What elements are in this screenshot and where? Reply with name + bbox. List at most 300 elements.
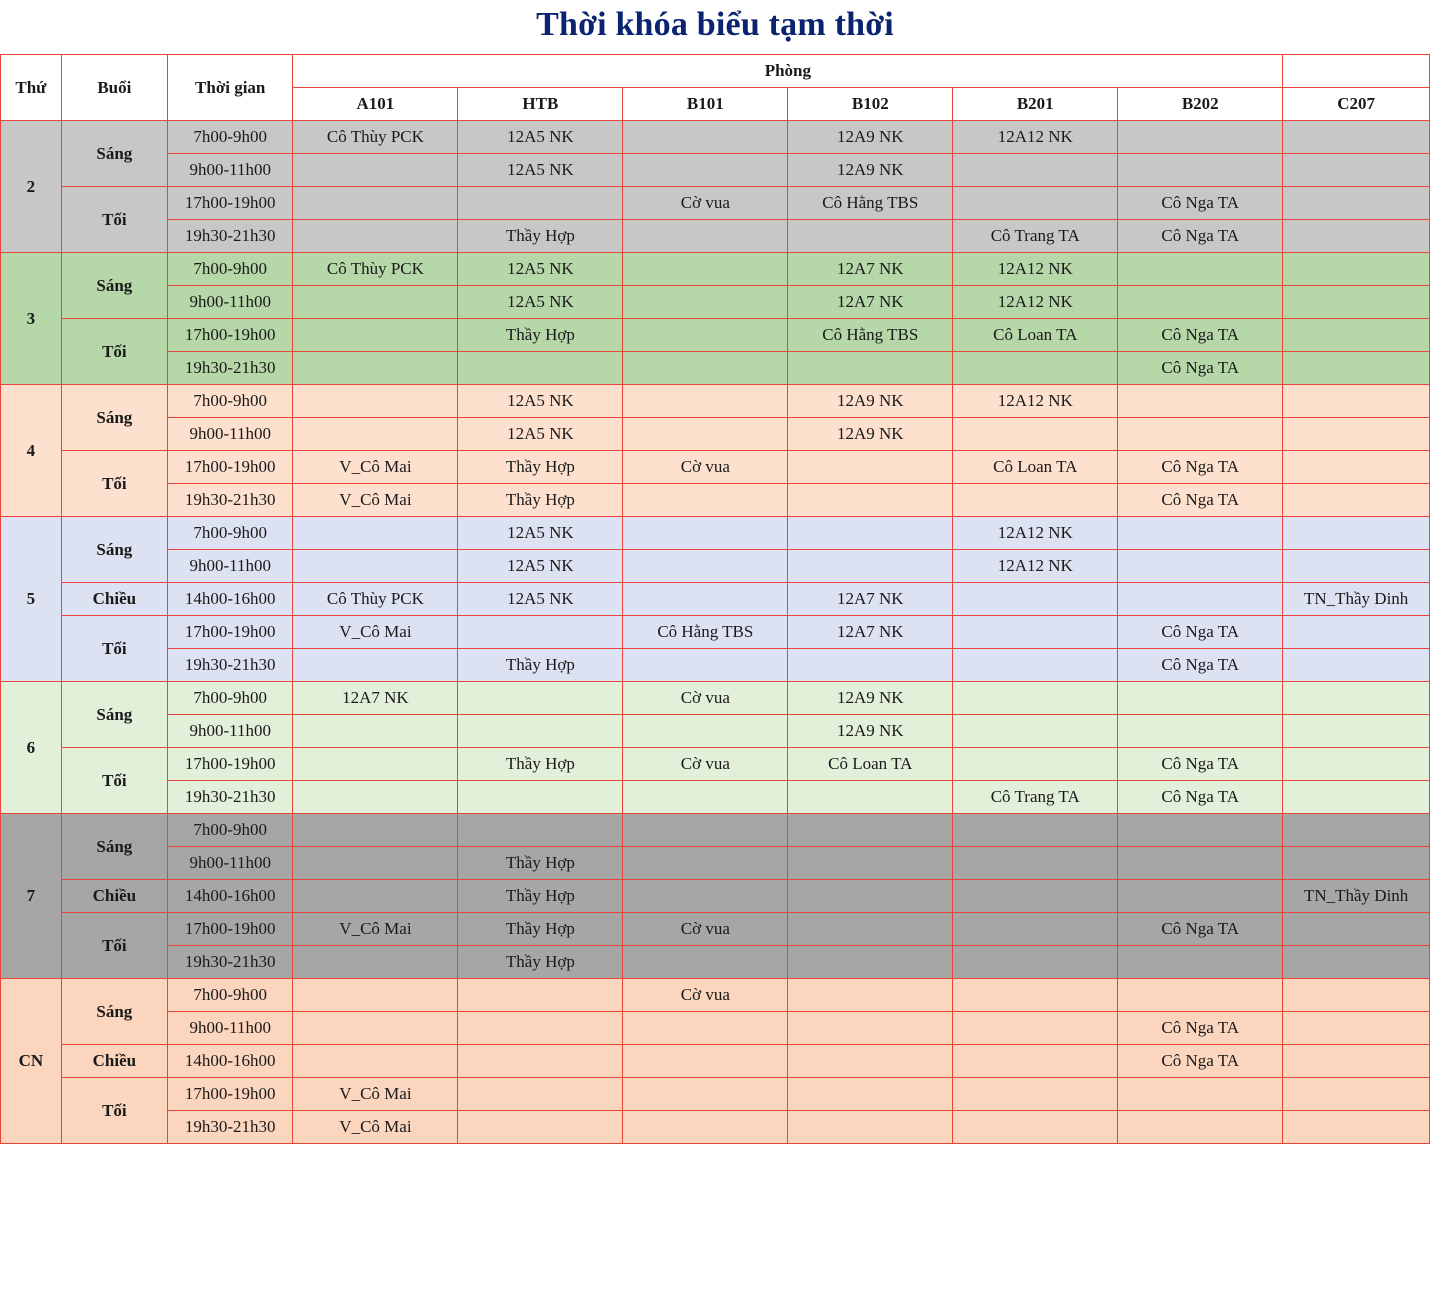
table-row: [1, 748, 1430, 781]
schedule-cell: [1118, 418, 1283, 451]
time-cell: 17h00-19h00: [167, 187, 292, 220]
header-row-top: [1, 55, 1430, 88]
time-cell: 17h00-19h00: [167, 748, 292, 781]
schedule-cell: [623, 484, 788, 517]
header-phong: Phòng: [293, 55, 1283, 88]
schedule-cell: 12A9 NK: [788, 715, 953, 748]
schedule-cell: [1283, 121, 1430, 154]
table-row: [1, 550, 1430, 583]
table-row: [1, 880, 1430, 913]
schedule-cell: [623, 880, 788, 913]
table-row: [1, 616, 1430, 649]
schedule-cell: [623, 286, 788, 319]
day-label: 7: [1, 814, 62, 979]
schedule-cell: [1118, 1078, 1283, 1111]
session-label: Chiều: [61, 583, 167, 616]
time-cell: 19h30-21h30: [167, 352, 292, 385]
time-cell: 19h30-21h30: [167, 946, 292, 979]
schedule-cell: Thầy Hợp: [458, 220, 623, 253]
schedule-cell: 12A9 NK: [788, 682, 953, 715]
schedule-cell: 12A12 NK: [953, 550, 1118, 583]
header-room-b101: B101: [623, 88, 788, 121]
schedule-cell: [623, 154, 788, 187]
schedule-cell: [623, 649, 788, 682]
time-cell: 19h30-21h30: [167, 649, 292, 682]
time-cell: 7h00-9h00: [167, 517, 292, 550]
schedule-cell: [788, 352, 953, 385]
schedule-cell: [1118, 814, 1283, 847]
schedule-cell: [1283, 286, 1430, 319]
schedule-cell: Cô Thùy PCK: [293, 253, 458, 286]
schedule-cell: [1283, 253, 1430, 286]
table-row: [1, 1078, 1430, 1111]
schedule-cell: [1283, 451, 1430, 484]
time-cell: 9h00-11h00: [167, 715, 292, 748]
schedule-cell: [1118, 946, 1283, 979]
schedule-cell: [293, 814, 458, 847]
schedule-cell: [1283, 847, 1430, 880]
schedule-cell: [1283, 682, 1430, 715]
header-room-a101: A101: [293, 88, 458, 121]
schedule-cell: [1283, 187, 1430, 220]
day-label: CN: [1, 979, 62, 1144]
timetable: [0, 54, 1430, 1144]
schedule-cell: 12A7 NK: [788, 286, 953, 319]
schedule-cell: [293, 715, 458, 748]
time-cell: 17h00-19h00: [167, 451, 292, 484]
schedule-cell: [458, 616, 623, 649]
schedule-cell: [953, 913, 1118, 946]
schedule-cell: [953, 1012, 1118, 1045]
schedule-cell: 12A7 NK: [293, 682, 458, 715]
time-cell: 7h00-9h00: [167, 682, 292, 715]
schedule-cell: [458, 1078, 623, 1111]
schedule-cell: [788, 550, 953, 583]
session-label: Sáng: [61, 979, 167, 1045]
schedule-cell: [623, 583, 788, 616]
schedule-cell: [788, 880, 953, 913]
time-cell: 17h00-19h00: [167, 1078, 292, 1111]
session-label: Tối: [61, 319, 167, 385]
time-cell: 19h30-21h30: [167, 220, 292, 253]
schedule-cell: Cô Nga TA: [1118, 220, 1283, 253]
schedule-cell: [458, 715, 623, 748]
schedule-cell: [1283, 715, 1430, 748]
schedule-cell: [1118, 1111, 1283, 1144]
time-cell: 17h00-19h00: [167, 616, 292, 649]
schedule-cell: 12A7 NK: [788, 253, 953, 286]
schedule-cell: Cờ vua: [623, 748, 788, 781]
schedule-cell: [458, 979, 623, 1012]
schedule-cell: Thầy Hợp: [458, 946, 623, 979]
schedule-cell: Thầy Hợp: [458, 451, 623, 484]
schedule-cell: [1118, 550, 1283, 583]
schedule-cell: [623, 352, 788, 385]
schedule-cell: [953, 616, 1118, 649]
table-row: [1, 946, 1430, 979]
schedule-cell: [1118, 715, 1283, 748]
schedule-cell: Thầy Hợp: [458, 748, 623, 781]
table-row: [1, 154, 1430, 187]
schedule-cell: [953, 814, 1118, 847]
schedule-cell: Cô Thùy PCK: [293, 583, 458, 616]
schedule-cell: [788, 517, 953, 550]
schedule-cell: [1118, 583, 1283, 616]
schedule-cell: Thầy Hợp: [458, 649, 623, 682]
schedule-cell: [953, 979, 1118, 1012]
schedule-cell: [1118, 517, 1283, 550]
schedule-cell: [953, 1111, 1118, 1144]
schedule-cell: 12A5 NK: [458, 286, 623, 319]
table-row: [1, 484, 1430, 517]
schedule-cell: [1283, 616, 1430, 649]
header-empty-corner: [1283, 55, 1430, 88]
table-row: [1, 253, 1430, 286]
schedule-cell: [953, 1045, 1118, 1078]
schedule-cell: [1283, 913, 1430, 946]
session-label: Chiều: [61, 880, 167, 913]
table-row: [1, 814, 1430, 847]
schedule-cell: Cô Hằng TBS: [623, 616, 788, 649]
schedule-cell: [1118, 847, 1283, 880]
session-label: Chiều: [61, 1045, 167, 1078]
table-row: [1, 1012, 1430, 1045]
table-row: [1, 913, 1430, 946]
session-label: Sáng: [61, 517, 167, 583]
schedule-cell: Cô Loan TA: [953, 451, 1118, 484]
schedule-cell: [1283, 1111, 1430, 1144]
schedule-cell: [293, 979, 458, 1012]
time-cell: 17h00-19h00: [167, 913, 292, 946]
schedule-cell: [788, 451, 953, 484]
time-cell: 17h00-19h00: [167, 319, 292, 352]
schedule-cell: 12A9 NK: [788, 121, 953, 154]
time-cell: 19h30-21h30: [167, 484, 292, 517]
schedule-cell: 12A5 NK: [458, 418, 623, 451]
schedule-cell: 12A12 NK: [953, 286, 1118, 319]
schedule-cell: [293, 418, 458, 451]
schedule-cell: [623, 385, 788, 418]
schedule-cell: Cô Nga TA: [1118, 649, 1283, 682]
session-label: Tối: [61, 913, 167, 979]
schedule-cell: [458, 1111, 623, 1144]
schedule-cell: [953, 847, 1118, 880]
schedule-cell: [623, 814, 788, 847]
session-label: Tối: [61, 748, 167, 814]
schedule-cell: [293, 1012, 458, 1045]
session-label: Tối: [61, 187, 167, 253]
schedule-cell: [1283, 814, 1430, 847]
schedule-cell: [1118, 253, 1283, 286]
schedule-cell: [623, 781, 788, 814]
schedule-cell: [788, 649, 953, 682]
page-title: Thời khóa biểu tạm thời: [536, 6, 894, 43]
table-row: [1, 121, 1430, 154]
schedule-cell: 12A5 NK: [458, 583, 623, 616]
schedule-cell: [293, 781, 458, 814]
table-row: [1, 187, 1430, 220]
table-row: [1, 649, 1430, 682]
header-thoi-gian: Thời gian: [167, 55, 292, 121]
schedule-cell: TN_Thầy Dinh: [1283, 880, 1430, 913]
day-label: 6: [1, 682, 62, 814]
schedule-cell: Cờ vua: [623, 187, 788, 220]
schedule-cell: Cô Thùy PCK: [293, 121, 458, 154]
schedule-cell: [458, 1045, 623, 1078]
schedule-cell: 12A12 NK: [953, 121, 1118, 154]
schedule-cell: [1283, 1012, 1430, 1045]
schedule-cell: [293, 154, 458, 187]
day-label: 3: [1, 253, 62, 385]
schedule-cell: [458, 1012, 623, 1045]
table-row: [1, 319, 1430, 352]
schedule-cell: [1118, 979, 1283, 1012]
time-cell: 14h00-16h00: [167, 583, 292, 616]
schedule-cell: [293, 748, 458, 781]
time-cell: 14h00-16h00: [167, 880, 292, 913]
schedule-cell: 12A12 NK: [953, 517, 1118, 550]
schedule-cell: Cô Nga TA: [1118, 352, 1283, 385]
schedule-cell: Thầy Hợp: [458, 913, 623, 946]
schedule-cell: [788, 1045, 953, 1078]
table-row: [1, 583, 1430, 616]
schedule-cell: Cờ vua: [623, 682, 788, 715]
time-cell: 9h00-11h00: [167, 286, 292, 319]
header-buoi: Buổi: [61, 55, 167, 121]
schedule-cell: [458, 187, 623, 220]
schedule-cell: [293, 880, 458, 913]
table-row: [1, 451, 1430, 484]
schedule-cell: 12A9 NK: [788, 154, 953, 187]
schedule-cell: [1118, 682, 1283, 715]
time-cell: 9h00-11h00: [167, 847, 292, 880]
schedule-cell: [1283, 781, 1430, 814]
schedule-cell: V_Cô Mai: [293, 451, 458, 484]
schedule-cell: Cô Trang TA: [953, 781, 1118, 814]
schedule-cell: Cô Loan TA: [953, 319, 1118, 352]
schedule-cell: Cô Nga TA: [1118, 781, 1283, 814]
table-header: [1, 55, 1430, 121]
schedule-cell: [1283, 649, 1430, 682]
schedule-cell: 12A12 NK: [953, 385, 1118, 418]
schedule-cell: [953, 484, 1118, 517]
session-label: Tối: [61, 616, 167, 682]
schedule-cell: [623, 550, 788, 583]
schedule-cell: 12A12 NK: [953, 253, 1118, 286]
schedule-cell: Cờ vua: [623, 913, 788, 946]
schedule-cell: 12A7 NK: [788, 616, 953, 649]
schedule-cell: [623, 517, 788, 550]
table-body: [1, 121, 1430, 1144]
schedule-cell: [788, 1012, 953, 1045]
schedule-cell: [458, 814, 623, 847]
schedule-cell: [953, 418, 1118, 451]
time-cell: 7h00-9h00: [167, 385, 292, 418]
time-cell: 7h00-9h00: [167, 814, 292, 847]
time-cell: 9h00-11h00: [167, 154, 292, 187]
schedule-cell: Thầy Hợp: [458, 847, 623, 880]
table-row: [1, 682, 1430, 715]
schedule-cell: [293, 286, 458, 319]
header-room-b201: B201: [953, 88, 1118, 121]
schedule-cell: [953, 880, 1118, 913]
schedule-cell: [1283, 154, 1430, 187]
time-cell: 9h00-11h00: [167, 1012, 292, 1045]
schedule-cell: Thầy Hợp: [458, 484, 623, 517]
schedule-cell: V_Cô Mai: [293, 1111, 458, 1144]
table-row: [1, 517, 1430, 550]
schedule-cell: Thầy Hợp: [458, 880, 623, 913]
schedule-cell: [623, 1078, 788, 1111]
schedule-cell: Cô Hằng TBS: [788, 187, 953, 220]
schedule-cell: [788, 913, 953, 946]
table-row: [1, 1111, 1430, 1144]
schedule-cell: [623, 418, 788, 451]
schedule-cell: [953, 682, 1118, 715]
schedule-cell: Cô Nga TA: [1118, 484, 1283, 517]
schedule-cell: [953, 583, 1118, 616]
schedule-cell: [1283, 1078, 1430, 1111]
session-label: Sáng: [61, 814, 167, 880]
schedule-cell: Cô Nga TA: [1118, 616, 1283, 649]
session-label: Tối: [61, 451, 167, 517]
schedule-cell: [1118, 385, 1283, 418]
session-label: Sáng: [61, 385, 167, 451]
time-cell: 7h00-9h00: [167, 121, 292, 154]
time-cell: 9h00-11h00: [167, 418, 292, 451]
schedule-cell: [293, 385, 458, 418]
schedule-cell: [1283, 352, 1430, 385]
table-row: [1, 979, 1430, 1012]
time-cell: 19h30-21h30: [167, 1111, 292, 1144]
schedule-cell: [623, 253, 788, 286]
day-label: 2: [1, 121, 62, 253]
schedule-cell: [293, 352, 458, 385]
schedule-cell: Cô Loan TA: [788, 748, 953, 781]
schedule-cell: 12A5 NK: [458, 154, 623, 187]
schedule-cell: [788, 1078, 953, 1111]
schedule-cell: V_Cô Mai: [293, 484, 458, 517]
schedule-cell: V_Cô Mai: [293, 616, 458, 649]
schedule-cell: Thầy Hợp: [458, 319, 623, 352]
schedule-cell: [1118, 121, 1283, 154]
schedule-cell: [293, 1045, 458, 1078]
schedule-cell: [458, 352, 623, 385]
schedule-cell: Cô Nga TA: [1118, 1012, 1283, 1045]
header-thu: Thứ: [1, 55, 62, 121]
schedule-cell: [623, 1045, 788, 1078]
schedule-cell: [623, 121, 788, 154]
schedule-cell: Cờ vua: [623, 451, 788, 484]
schedule-cell: [623, 1111, 788, 1144]
schedule-cell: 12A5 NK: [458, 517, 623, 550]
schedule-cell: [1283, 748, 1430, 781]
table-row: [1, 220, 1430, 253]
schedule-cell: [953, 649, 1118, 682]
schedule-cell: Cô Trang TA: [953, 220, 1118, 253]
schedule-cell: [623, 847, 788, 880]
session-label: Sáng: [61, 253, 167, 319]
schedule-cell: [458, 682, 623, 715]
schedule-cell: [788, 946, 953, 979]
schedule-cell: [953, 187, 1118, 220]
schedule-cell: 12A7 NK: [788, 583, 953, 616]
schedule-cell: [623, 1012, 788, 1045]
schedule-cell: [1283, 418, 1430, 451]
schedule-cell: V_Cô Mai: [293, 1078, 458, 1111]
session-label: Sáng: [61, 682, 167, 748]
day-label: 5: [1, 517, 62, 682]
header-room-b202: B202: [1118, 88, 1283, 121]
table-row: [1, 1045, 1430, 1078]
time-cell: 7h00-9h00: [167, 253, 292, 286]
schedule-cell: 12A5 NK: [458, 550, 623, 583]
table-row: [1, 847, 1430, 880]
schedule-cell: [623, 715, 788, 748]
schedule-cell: [293, 220, 458, 253]
schedule-cell: [1283, 1045, 1430, 1078]
header-room-c207: C207: [1283, 88, 1430, 121]
table-row: [1, 385, 1430, 418]
schedule-cell: [788, 847, 953, 880]
schedule-cell: [1118, 154, 1283, 187]
schedule-cell: [293, 187, 458, 220]
session-label: Tối: [61, 1078, 167, 1144]
schedule-cell: [1118, 880, 1283, 913]
schedule-cell: Cô Nga TA: [1118, 187, 1283, 220]
schedule-cell: [293, 517, 458, 550]
schedule-cell: Cô Nga TA: [1118, 1045, 1283, 1078]
schedule-cell: [458, 781, 623, 814]
schedule-cell: [293, 847, 458, 880]
schedule-cell: [1283, 946, 1430, 979]
schedule-cell: [788, 979, 953, 1012]
schedule-cell: [623, 319, 788, 352]
schedule-cell: [293, 550, 458, 583]
session-label: Sáng: [61, 121, 167, 187]
schedule-cell: Cô Nga TA: [1118, 451, 1283, 484]
schedule-cell: 12A5 NK: [458, 385, 623, 418]
schedule-cell: [1283, 979, 1430, 1012]
schedule-cell: [1283, 319, 1430, 352]
day-label: 4: [1, 385, 62, 517]
schedule-cell: [293, 319, 458, 352]
schedule-cell: [953, 1078, 1118, 1111]
schedule-cell: [788, 484, 953, 517]
schedule-cell: Cô Nga TA: [1118, 748, 1283, 781]
schedule-cell: [293, 649, 458, 682]
schedule-cell: TN_Thầy Dinh: [1283, 583, 1430, 616]
schedule-cell: [953, 154, 1118, 187]
time-cell: 19h30-21h30: [167, 781, 292, 814]
schedule-cell: 12A5 NK: [458, 253, 623, 286]
schedule-cell: [953, 946, 1118, 979]
schedule-cell: 12A9 NK: [788, 418, 953, 451]
schedule-cell: 12A9 NK: [788, 385, 953, 418]
schedule-cell: [953, 352, 1118, 385]
table-row: [1, 781, 1430, 814]
schedule-cell: [788, 1111, 953, 1144]
schedule-cell: Cô Nga TA: [1118, 319, 1283, 352]
table-row: [1, 418, 1430, 451]
schedule-cell: [293, 946, 458, 979]
schedule-cell: [953, 748, 1118, 781]
table-row: [1, 352, 1430, 385]
schedule-cell: [623, 946, 788, 979]
schedule-cell: Cờ vua: [623, 979, 788, 1012]
schedule-cell: Cô Nga TA: [1118, 913, 1283, 946]
schedule-cell: [953, 715, 1118, 748]
